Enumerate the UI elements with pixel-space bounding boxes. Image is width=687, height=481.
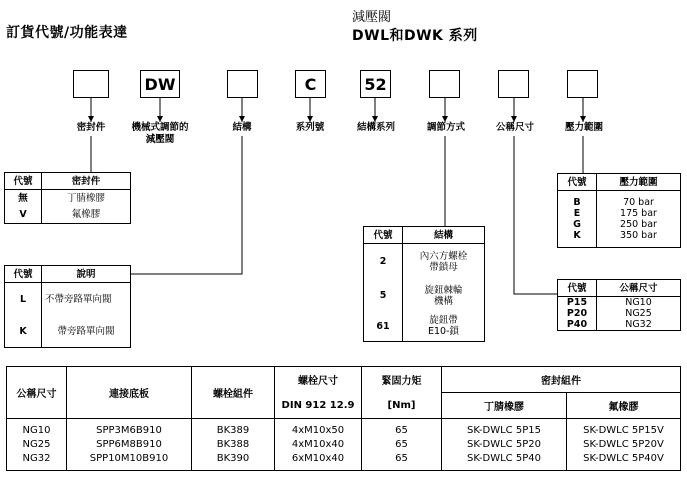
parts-row xyxy=(7,452,681,470)
pressure-code: G xyxy=(573,219,581,230)
code-box-structure xyxy=(227,70,258,98)
label-series-no: 系列號 xyxy=(295,122,325,133)
nominal-header-size: 公稱尺寸 xyxy=(597,280,681,297)
seal-header-name: 密封件 xyxy=(42,173,131,190)
nominal-code-cell: P40 xyxy=(558,319,597,331)
seal-name-cell: 丁腈橡膠 xyxy=(42,190,131,207)
parts-cell: NG10 xyxy=(7,419,67,437)
nominal-size-cell: NG32 xyxy=(597,319,681,331)
parts-cell: SK-DWLC 5P40V xyxy=(567,452,681,470)
code-box-series: C xyxy=(295,70,326,98)
pressure-header-code: 代號 xyxy=(558,174,597,191)
pressure-value: 350 bar xyxy=(620,230,657,241)
label-seal: 密封件 xyxy=(76,122,106,133)
seal-header-code: 代號 xyxy=(5,173,42,190)
adjust-desc-line: 旋鈕棘輪 xyxy=(424,284,463,296)
label-mech-line2: 減壓閥 xyxy=(145,134,175,145)
parts-row xyxy=(7,436,681,452)
parts-cell: BK389 xyxy=(192,419,275,437)
pressure-values-cell xyxy=(597,191,681,248)
parts-header-torque-unit: [Nm] xyxy=(362,393,442,419)
pressure-code: E xyxy=(573,208,581,219)
pressure-code: K xyxy=(573,230,581,241)
code-box-pressure xyxy=(567,70,598,98)
pressure-value: 70 bar xyxy=(623,197,654,208)
structure-header-code: 代號 xyxy=(5,266,42,283)
page-title: 訂貨代號/功能表達 xyxy=(6,25,128,41)
adjust-desc-line: E10-鎖 xyxy=(427,326,460,338)
structure-desc-cell: 不帶旁路單向閥 xyxy=(42,283,131,316)
code-box-nominal xyxy=(498,70,529,98)
pressure-code: B xyxy=(573,197,581,208)
parts-header-bolt-size: 螺栓尺寸 xyxy=(275,367,362,393)
parts-cell: NG25 xyxy=(7,436,67,452)
parts-cell: NG32 xyxy=(7,452,67,470)
code-box-type: DW xyxy=(140,70,180,98)
nominal-header-code: 代號 xyxy=(558,280,597,297)
pressure-value: 250 bar xyxy=(620,219,657,230)
adjust-table xyxy=(363,226,485,342)
label-adjust: 調節方式 xyxy=(426,122,465,133)
parts-cell: SK-DWLC 5P20 xyxy=(442,436,567,452)
parts-cell: BK390 xyxy=(192,452,275,470)
pressure-table xyxy=(557,173,681,248)
seal-code-cell: V xyxy=(5,207,42,224)
nominal-size-cell: NG25 xyxy=(597,308,681,319)
product-subtitle: 減壓閥 xyxy=(352,10,392,25)
parts-header-nbr: 丁腈橡膠 xyxy=(442,393,567,419)
code-box-adjust xyxy=(429,70,460,98)
code-box-seal xyxy=(73,70,109,98)
seal-name-cell: 氟橡膠 xyxy=(42,207,131,224)
structure-code-cell: K xyxy=(5,316,42,348)
adjust-code-cell: 5 xyxy=(364,280,403,312)
label-pressure: 壓力範圍 xyxy=(564,122,603,133)
parts-row xyxy=(7,419,681,437)
parts-cell: SPP10M10B910 xyxy=(67,452,192,470)
parts-header-bolt-set: 螺栓組件 xyxy=(192,367,275,419)
parts-cell: 4xM10x50 xyxy=(275,419,362,437)
nominal-size-cell: NG10 xyxy=(597,297,681,309)
code-box-structure-series: 52 xyxy=(360,70,391,98)
parts-cell: SPP3M6B910 xyxy=(67,419,192,437)
seal-table xyxy=(4,172,131,224)
parts-cell: SK-DWLC 5P40 xyxy=(442,452,567,470)
pressure-value: 175 bar xyxy=(620,208,657,219)
label-mech-line1: 機械式調節的 xyxy=(131,122,189,133)
parts-header-fkm: 氟橡膠 xyxy=(567,393,681,419)
parts-header-torque: 緊固力矩 xyxy=(362,367,442,393)
structure-desc-cell: 帶旁路單向閥 xyxy=(42,316,131,348)
adjust-desc-line: 帶鎖母 xyxy=(429,261,458,273)
parts-cell: 65 xyxy=(362,419,442,437)
structure-table xyxy=(4,265,131,348)
adjust-code-cell: 61 xyxy=(364,312,403,342)
structure-code-cell: L xyxy=(5,283,42,316)
nominal-code-cell: P20 xyxy=(558,308,597,319)
parts-cell: SK-DWLC 5P15V xyxy=(567,419,681,437)
adjust-desc-cell xyxy=(403,280,485,312)
parts-header-plate: 連接底板 xyxy=(67,367,192,419)
label-structure-series: 結構系列 xyxy=(356,122,395,133)
adjust-desc-cell xyxy=(403,312,485,342)
parts-cell: 65 xyxy=(362,436,442,452)
label-mech xyxy=(120,122,200,146)
adjust-desc-line: 內六方螺栓 xyxy=(419,250,468,262)
series-title: DWL和DWK 系列 xyxy=(352,28,478,44)
adjust-code-cell: 2 xyxy=(364,244,403,280)
parts-cell: SK-DWLC 5P20V xyxy=(567,436,681,452)
adjust-desc-line: 旋鈕帶 xyxy=(429,315,458,327)
structure-header-desc: 說明 xyxy=(42,266,131,283)
nominal-table xyxy=(557,279,681,331)
parts-cell: SK-DWLC 5P15 xyxy=(442,419,567,437)
pressure-header-range: 壓力範圍 xyxy=(597,174,681,191)
adjust-header-structure: 結構 xyxy=(403,227,485,244)
adjust-desc-line: 機構 xyxy=(433,295,453,307)
parts-header-nominal: 公稱尺寸 xyxy=(7,367,67,419)
parts-table xyxy=(6,366,681,471)
parts-header-bolt-std: DIN 912 12.9 xyxy=(275,393,362,419)
label-structure: 結構 xyxy=(232,122,252,133)
parts-cell: BK388 xyxy=(192,436,275,452)
parts-cell: 4xM10x40 xyxy=(275,436,362,452)
seal-code-cell: 無 xyxy=(5,190,42,207)
parts-header-seal-set: 密封組件 xyxy=(442,367,681,393)
parts-cell: 6xM10x40 xyxy=(275,452,362,470)
nominal-code-cell: P15 xyxy=(558,297,597,309)
adjust-desc-cell xyxy=(403,244,485,280)
adjust-header-code: 代號 xyxy=(364,227,403,244)
label-nominal: 公稱尺寸 xyxy=(495,122,534,133)
pressure-codes-cell xyxy=(558,191,597,248)
parts-cell: 65 xyxy=(362,452,442,470)
parts-cell: SPP6M8B910 xyxy=(67,436,192,452)
